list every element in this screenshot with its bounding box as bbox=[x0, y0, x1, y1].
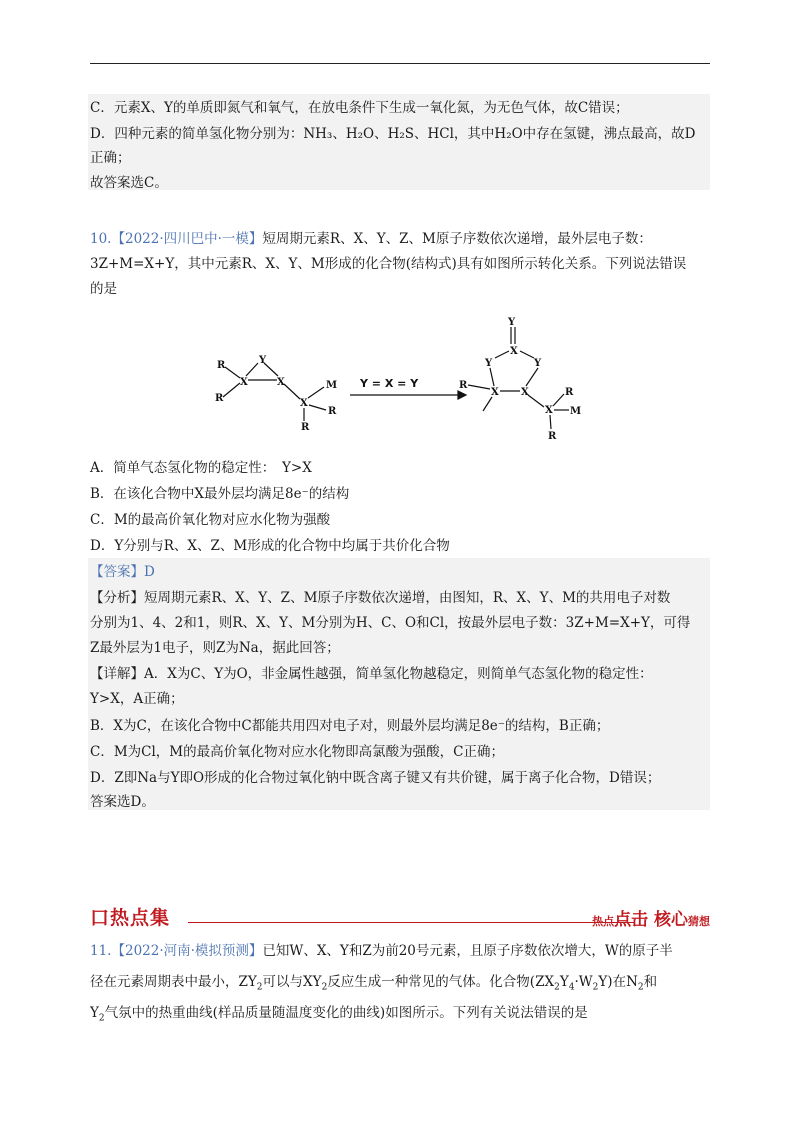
analysis-line-8: D．Z即Na与Y即O形成的化合物过氧化钠中既含离子键又有共价键，属于离子化合物，D错误； bbox=[90, 770, 661, 786]
svg-text:R: R bbox=[328, 406, 337, 417]
formula-compound: $ZX_2Y_4\cdot W_2Y$ bbox=[535, 974, 608, 993]
q11-text2d: )在 bbox=[607, 974, 627, 990]
section-title: 口热点集 bbox=[90, 907, 171, 929]
q11-text2a: 径在元素周期表中最小， bbox=[90, 974, 239, 990]
q11-number: 11. bbox=[90, 943, 112, 959]
q11-text2e: 和 bbox=[643, 974, 658, 990]
svg-text:R: R bbox=[459, 380, 468, 391]
svg-text:X: X bbox=[545, 405, 553, 416]
q10-stem-line1 bbox=[90, 229, 652, 249]
q11-text1: 已知W、X、Y和Z为前20号元素，且原子序数依次增大，W的原子半 bbox=[262, 943, 673, 959]
prev-option-c: C．元素X、Y的单质即氮气和氧气，在放电条件下生成一氧化氮，为无色气体，故C错误； bbox=[90, 100, 629, 116]
svg-text:X: X bbox=[521, 387, 529, 398]
analysis-line-1: 【分析】短周期元素R、X、Y、Z、M原子序数依次递增，由图知，R、X、Y、M的共用电子对数 bbox=[90, 590, 671, 606]
svg-text:X: X bbox=[240, 377, 248, 388]
formula-xy2: $XY_2$ bbox=[303, 974, 328, 993]
svg-text:M: M bbox=[326, 380, 338, 391]
q10-stem-line2: 3Z+M=X+Y，其中元素R、X、Y、M形成的化合物(结构式)具有如图所示转化关系。下列说法错误 bbox=[90, 256, 687, 272]
slogan-small-2: 猜想 bbox=[688, 915, 710, 928]
q10-number: 10. bbox=[90, 231, 112, 247]
svg-text:M: M bbox=[570, 406, 582, 417]
prev-option-d-line2: 正确； bbox=[90, 150, 131, 166]
header-rule bbox=[90, 63, 710, 64]
q10-option-a: A．简单气态氢化物的稳定性： Y>X bbox=[90, 460, 312, 476]
q10-source: 【2022·四川巴中·一模】 bbox=[111, 231, 263, 247]
q11-source: 【2022·河南·模拟预测】 bbox=[111, 943, 263, 959]
q11-line2 bbox=[90, 972, 657, 998]
q10-option-b: B．在该化合物中X最外层均满足8e⁻的结构 bbox=[90, 486, 350, 502]
svg-text:R: R bbox=[301, 422, 310, 433]
analysis-line-4: 【详解】A．X为C、Y为O，非金属性越强，简单氢化物越稳定，则简单气态氢化物的稳定性： bbox=[90, 666, 653, 682]
reaction-diagram bbox=[200, 313, 600, 443]
section-header bbox=[90, 903, 710, 929]
q11-text2b: 可以与 bbox=[262, 974, 304, 990]
slogan-big: 点击 核心 bbox=[614, 910, 688, 930]
analysis-line-7: C．M为Cl，M的最高价氧化物对应水化物即高氯酸为强酸，C正确； bbox=[90, 744, 504, 760]
analysis-line-3: Z最外层为1电子，则Z为Na，据此回答； bbox=[90, 640, 340, 656]
q10-answer: 【答案】D bbox=[90, 564, 155, 580]
svg-text:X: X bbox=[300, 398, 308, 409]
section-rule bbox=[188, 922, 634, 923]
q10-option-d: D．Y分别与R、X、Z、M形成的化合物中均属于共价化合物 bbox=[90, 538, 450, 554]
section-slogan bbox=[592, 905, 710, 930]
q11-text2c: 反应生成一种常见的气体。化合物( bbox=[327, 974, 536, 990]
prev-option-d-line1: D．四种元素的简单氢化物分别为：NH₃、H₂O、H₂S、HCl，其中H₂O中存在氢键，沸点最高，故D bbox=[90, 126, 696, 142]
svg-text:X: X bbox=[277, 377, 285, 388]
formula-n2: $N_2$ bbox=[626, 974, 644, 993]
svg-text:R: R bbox=[215, 393, 224, 404]
svg-text:Y: Y bbox=[485, 358, 493, 369]
slogan-small-1: 热点 bbox=[592, 915, 615, 928]
svg-text:R: R bbox=[217, 360, 226, 371]
reagent-label: Y = X = Y bbox=[360, 377, 419, 390]
formula-zy2: $ZY_2$ bbox=[238, 974, 263, 993]
analysis-line-5: Y>X，A正确； bbox=[90, 691, 184, 707]
q11-line3 bbox=[90, 1003, 588, 1029]
q10-stem-line3: 的是 bbox=[90, 281, 117, 297]
q10-option-c: C．M的最高价氧化物对应水化物为强酸 bbox=[90, 512, 331, 528]
analysis-line-2: 分别为1、4、2和1，则R、X、Y、M分别为H、C、O和Cl，按最外层电子数：3Z+M=X+Y，可得 bbox=[90, 615, 691, 631]
q11-line1 bbox=[90, 941, 673, 961]
q11-text3: 气氛中的热重曲线(样品质量随温度变化的曲线)如图所示。下列有关说法错误的是 bbox=[104, 1005, 588, 1021]
analysis-line-9: 答案选D。 bbox=[90, 794, 155, 810]
svg-text:Y: Y bbox=[534, 358, 542, 369]
formula-y2: $Y_2$ bbox=[90, 1005, 105, 1024]
svg-text:X: X bbox=[491, 387, 499, 398]
svg-text:R: R bbox=[565, 387, 574, 398]
analysis-line-6: B．X为C，在该化合物中C都能共用四对电子对，则最外层均满足8e⁻的结构，B正确； bbox=[90, 718, 610, 734]
svg-text:R: R bbox=[548, 431, 557, 442]
svg-text:Y: Y bbox=[259, 355, 267, 366]
q10-stem-text1: 短周期元素R、X、Y、Z、M原子序数依次递增，最外层电子数： bbox=[262, 231, 652, 247]
svg-text:Y: Y bbox=[508, 317, 516, 328]
prev-answer: 故答案选C。 bbox=[90, 175, 168, 191]
svg-text:X: X bbox=[510, 346, 518, 357]
